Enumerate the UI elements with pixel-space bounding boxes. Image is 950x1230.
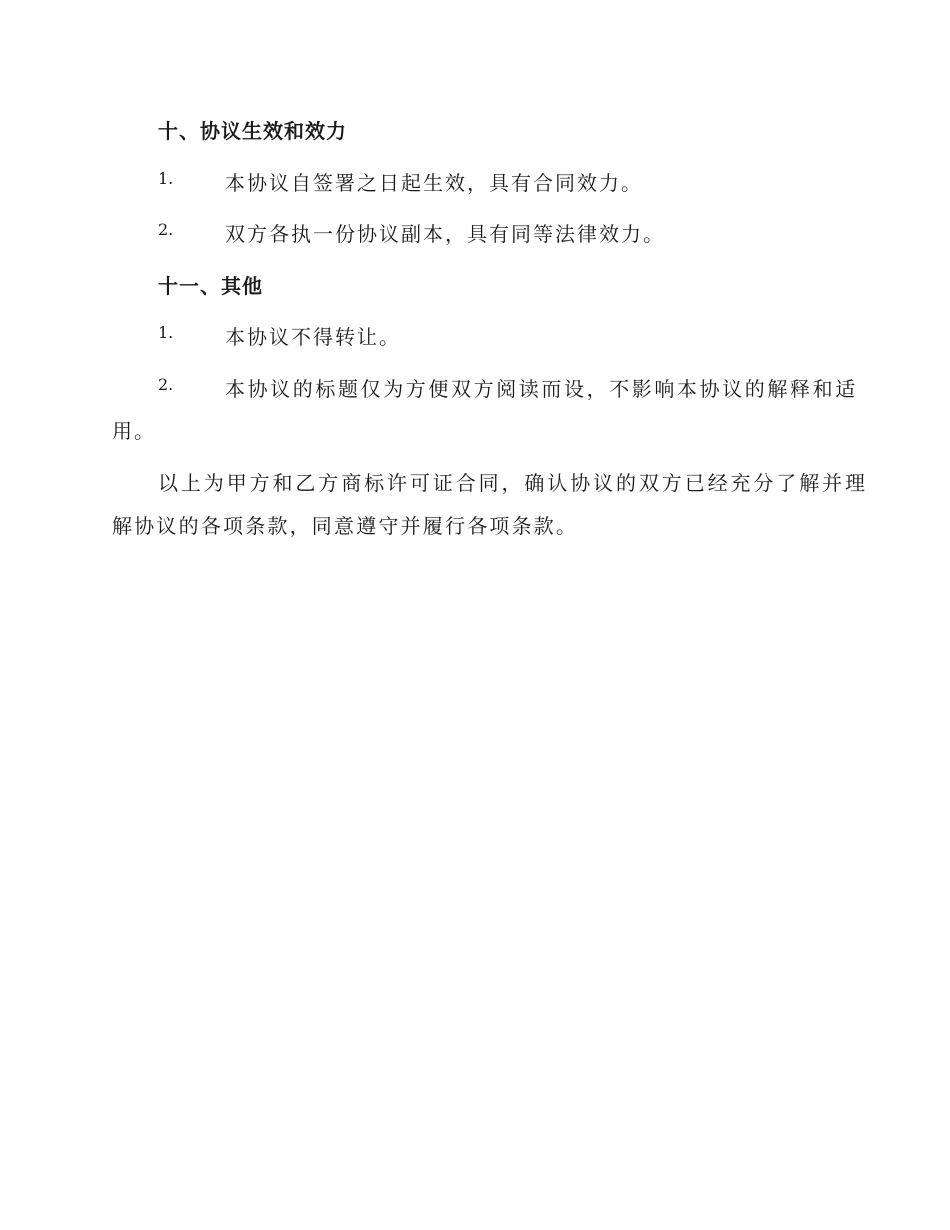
list-item: [158, 321, 838, 350]
list-item-text: 本协议的标题仅为方便双方阅读而设，不影响本协议的解释和适: [225, 377, 858, 401]
list-item-text: 双方各执一份协议副本，具有同等法律效力。: [225, 222, 665, 246]
section-heading-11: 十一、其他: [158, 274, 263, 298]
closing-paragraph-line-2: 解协议的各项条款，同意遵守并履行各项条款。: [112, 514, 579, 538]
list-item-continuation: 用。: [112, 419, 156, 443]
list-item-number: 2.: [158, 375, 174, 394]
list-item: [158, 373, 858, 402]
list-item-text: 本协议不得转让。: [225, 325, 401, 349]
list-item-number: 1.: [158, 323, 174, 342]
list-item-text: 本协议自签署之日起生效，具有合同效力。: [225, 171, 643, 195]
list-item-number: 1.: [158, 169, 174, 188]
list-item: [158, 218, 838, 247]
closing-paragraph-line-1: 以上为甲方和乙方商标许可证合同，确认协议的双方已经充分了解并理: [158, 471, 868, 495]
list-item-number: 2.: [158, 220, 174, 239]
section-heading-10: 十、协议生效和效力: [158, 119, 347, 143]
list-item: [158, 167, 838, 196]
